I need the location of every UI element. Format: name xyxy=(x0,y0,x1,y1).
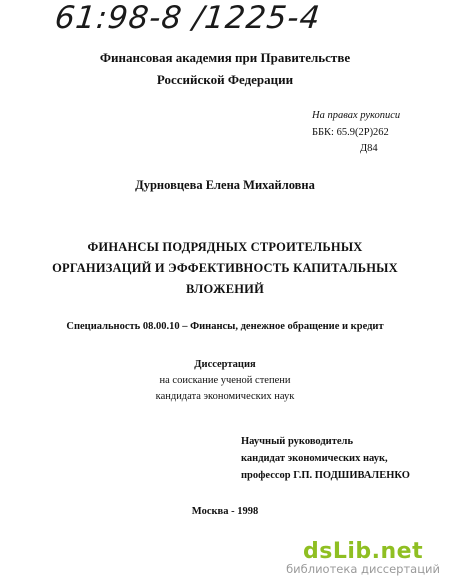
institution-line-1: Финансовая академия при Правительстве xyxy=(99,50,351,65)
institution-line-2: Российской Федерации xyxy=(156,72,294,87)
index-code: Д84 xyxy=(360,143,378,154)
dissertation-line-2: кандидата экономических наук xyxy=(155,391,295,402)
supervisor-name: профессор Г.П. ПОДШИВАЛЕНКО xyxy=(241,470,410,481)
handwritten-catalog-number: 61:98-8 /1225-4 xyxy=(53,0,323,36)
title-line-1: ФИНАНСЫ ПОДРЯДНЫХ СТРОИТЕЛЬНЫХ xyxy=(87,240,363,254)
place-year: Москва - 1998 xyxy=(191,506,259,517)
supervisor-degree: кандидат экономических наук, xyxy=(241,453,388,464)
rights-note: На правах рукописи xyxy=(312,110,401,121)
title-line-3: ВЛОЖЕНИЙ xyxy=(185,282,265,296)
bbk-code: ББК: 65.9(2Р)262 xyxy=(312,127,389,138)
title-line-2: ОРГАНИЗАЦИЙ И ЭФФЕКТИВНОСТЬ КАПИТАЛЬНЫХ xyxy=(52,261,398,275)
dslib-subtitle: библиотека диссертаций xyxy=(286,562,440,576)
author-name: Дурновцева Елена Михайловна xyxy=(135,178,315,192)
supervisor-label: Научный руководитель xyxy=(241,436,353,447)
dslib-logo: dsLib.net xyxy=(302,539,424,564)
dissertation-line-1: на соискание ученой степени xyxy=(159,375,291,386)
dissertation-heading: Диссертация xyxy=(194,359,256,370)
dslib-watermark xyxy=(286,539,440,576)
specialty-line: Специальность 08.00.10 – Финансы, денежное обращение и кредит xyxy=(66,321,384,332)
